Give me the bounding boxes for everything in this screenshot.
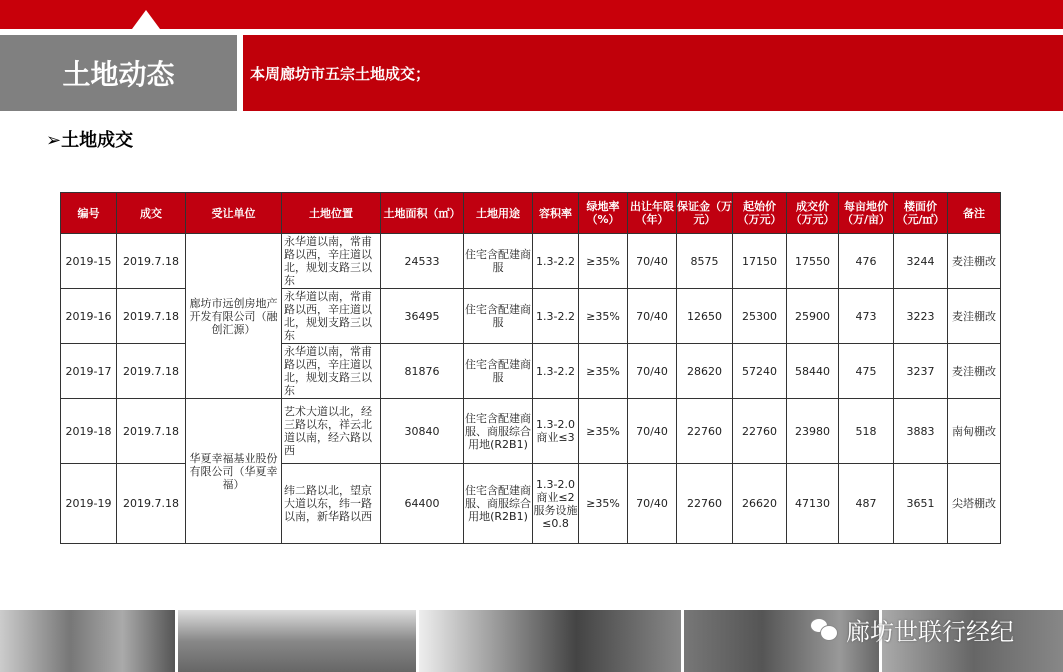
table-cell: 473 <box>839 289 894 344</box>
table-cell: 住宅含配建商服 <box>464 234 533 289</box>
table-cell: 2019-15 <box>61 234 117 289</box>
table-cell: 64400 <box>381 464 464 544</box>
table-cell: 麦洼棚改 <box>948 289 1001 344</box>
table-cell: 58440 <box>787 344 839 399</box>
table-cell: 36495 <box>381 289 464 344</box>
table-cell: 81876 <box>381 344 464 399</box>
table-cell: 1.3-2.0商业≤2服务设施≤0.8 <box>533 464 579 544</box>
section-heading <box>46 126 133 152</box>
table-cell: 永华道以南，常甫路以西，辛庄道以北，规划支路三以东 <box>282 234 381 289</box>
table-cell: 518 <box>839 399 894 464</box>
table-cell: 3237 <box>894 344 948 399</box>
land-deals-table <box>60 192 1001 544</box>
column-header: 成交 <box>117 193 186 234</box>
table-cell: 住宅含配建商服 <box>464 289 533 344</box>
photo-image <box>178 610 416 672</box>
table-cell: 22760 <box>677 399 733 464</box>
table-cell: 22760 <box>677 464 733 544</box>
table-cell: 24533 <box>381 234 464 289</box>
photo-image <box>419 610 681 672</box>
table-cell: 麦洼棚改 <box>948 234 1001 289</box>
table-cell: 纬二路以北，望京大道以东，纬一路以南，新华路以西 <box>282 464 381 544</box>
table-cell: 2019-19 <box>61 464 117 544</box>
table-cell: 26620 <box>733 464 787 544</box>
column-header: 受让单位 <box>186 193 282 234</box>
column-header: 编号 <box>61 193 117 234</box>
table-cell: 22760 <box>733 399 787 464</box>
table-cell: 住宅含配建商服、商服综合用地(R2B1) <box>464 464 533 544</box>
table-cell: 2019.7.18 <box>117 344 186 399</box>
table-cell: 住宅含配建商服、商服综合用地(R2B1) <box>464 399 533 464</box>
page-title: 土地动态 <box>0 35 237 111</box>
table-cell: 2019.7.18 <box>117 464 186 544</box>
table-cell: 2019-17 <box>61 344 117 399</box>
buyer-cell: 廊坊市远创房地产开发有限公司（融创汇源） <box>186 234 282 399</box>
table-cell: 3244 <box>894 234 948 289</box>
table-cell: 1.3-2.2 <box>533 344 579 399</box>
column-header: 楼面价（元/㎡） <box>894 193 948 234</box>
column-header: 保证金（万元） <box>677 193 733 234</box>
table-cell: 12650 <box>677 289 733 344</box>
wechat-icon <box>810 618 840 642</box>
table-cell: 尖塔棚改 <box>948 464 1001 544</box>
column-header: 起始价（万元） <box>733 193 787 234</box>
table-row <box>61 399 1001 464</box>
table-cell: ≥35% <box>579 344 628 399</box>
triangle-marker <box>132 10 160 29</box>
table-cell: 30840 <box>381 399 464 464</box>
section-title: 土地成交 <box>61 130 134 151</box>
table-cell: 70/40 <box>628 234 677 289</box>
table-cell: 3223 <box>894 289 948 344</box>
table-cell: 70/40 <box>628 399 677 464</box>
table-cell: 70/40 <box>628 464 677 544</box>
photo-image <box>0 610 175 672</box>
table-cell: 57240 <box>733 344 787 399</box>
table-cell: 70/40 <box>628 344 677 399</box>
table-cell: 25900 <box>787 289 839 344</box>
table-cell: 487 <box>839 464 894 544</box>
table-cell: 47130 <box>787 464 839 544</box>
table-cell: 476 <box>839 234 894 289</box>
column-header: 土地位置 <box>282 193 381 234</box>
table-cell: 永华道以南，常甫路以西，辛庄道以北，规划支路三以东 <box>282 344 381 399</box>
table-cell: 2019.7.18 <box>117 234 186 289</box>
table-header-row <box>61 193 1001 234</box>
column-header: 土地面积（㎡） <box>381 193 464 234</box>
column-header: 备注 <box>948 193 1001 234</box>
table-cell: 8575 <box>677 234 733 289</box>
table-cell: 艺术大道以北，经三路以东，祥云北道以南，经六路以西 <box>282 399 381 464</box>
table-cell: 25300 <box>733 289 787 344</box>
table-cell: ≥35% <box>579 399 628 464</box>
table-cell: 永华道以南，常甫路以西，辛庄道以北，规划支路三以东 <box>282 289 381 344</box>
table-cell: ≥35% <box>579 234 628 289</box>
table-cell: 2019.7.18 <box>117 289 186 344</box>
table-cell: 1.3-2.0商业≤3 <box>533 399 579 464</box>
table-cell: 17150 <box>733 234 787 289</box>
table-cell: 麦洼棚改 <box>948 344 1001 399</box>
table-cell: ≥35% <box>579 464 628 544</box>
table-cell: 1.3-2.2 <box>533 289 579 344</box>
arrow-bullet-icon: ➢ <box>46 130 62 151</box>
table-cell: 2019-18 <box>61 399 117 464</box>
table-cell: 70/40 <box>628 289 677 344</box>
table-cell: 1.3-2.2 <box>533 234 579 289</box>
table-cell: 住宅含配建商服 <box>464 344 533 399</box>
page-subtitle: 本周廊坊市五宗土地成交； <box>243 35 1063 111</box>
column-header: 绿地率（%） <box>579 193 628 234</box>
table-cell: 南甸棚改 <box>948 399 1001 464</box>
logo-text: 廊坊世联行经纪 <box>846 618 1014 646</box>
table-row <box>61 234 1001 289</box>
table-cell: 17550 <box>787 234 839 289</box>
column-header: 土地用途 <box>464 193 533 234</box>
table-cell: ≥35% <box>579 289 628 344</box>
wechat-logo <box>810 612 1014 647</box>
column-header: 出让年限（年） <box>628 193 677 234</box>
buyer-cell: 华夏幸福基业股份有限公司（华夏幸福） <box>186 399 282 544</box>
table-cell: 2019.7.18 <box>117 399 186 464</box>
column-header: 每亩地价（万/亩） <box>839 193 894 234</box>
table-cell: 3651 <box>894 464 948 544</box>
column-header: 成交价（万元） <box>787 193 839 234</box>
table-cell: 28620 <box>677 344 733 399</box>
table-cell: 3883 <box>894 399 948 464</box>
column-header: 容积率 <box>533 193 579 234</box>
table-cell: 2019-16 <box>61 289 117 344</box>
table-cell: 475 <box>839 344 894 399</box>
table-cell: 23980 <box>787 399 839 464</box>
